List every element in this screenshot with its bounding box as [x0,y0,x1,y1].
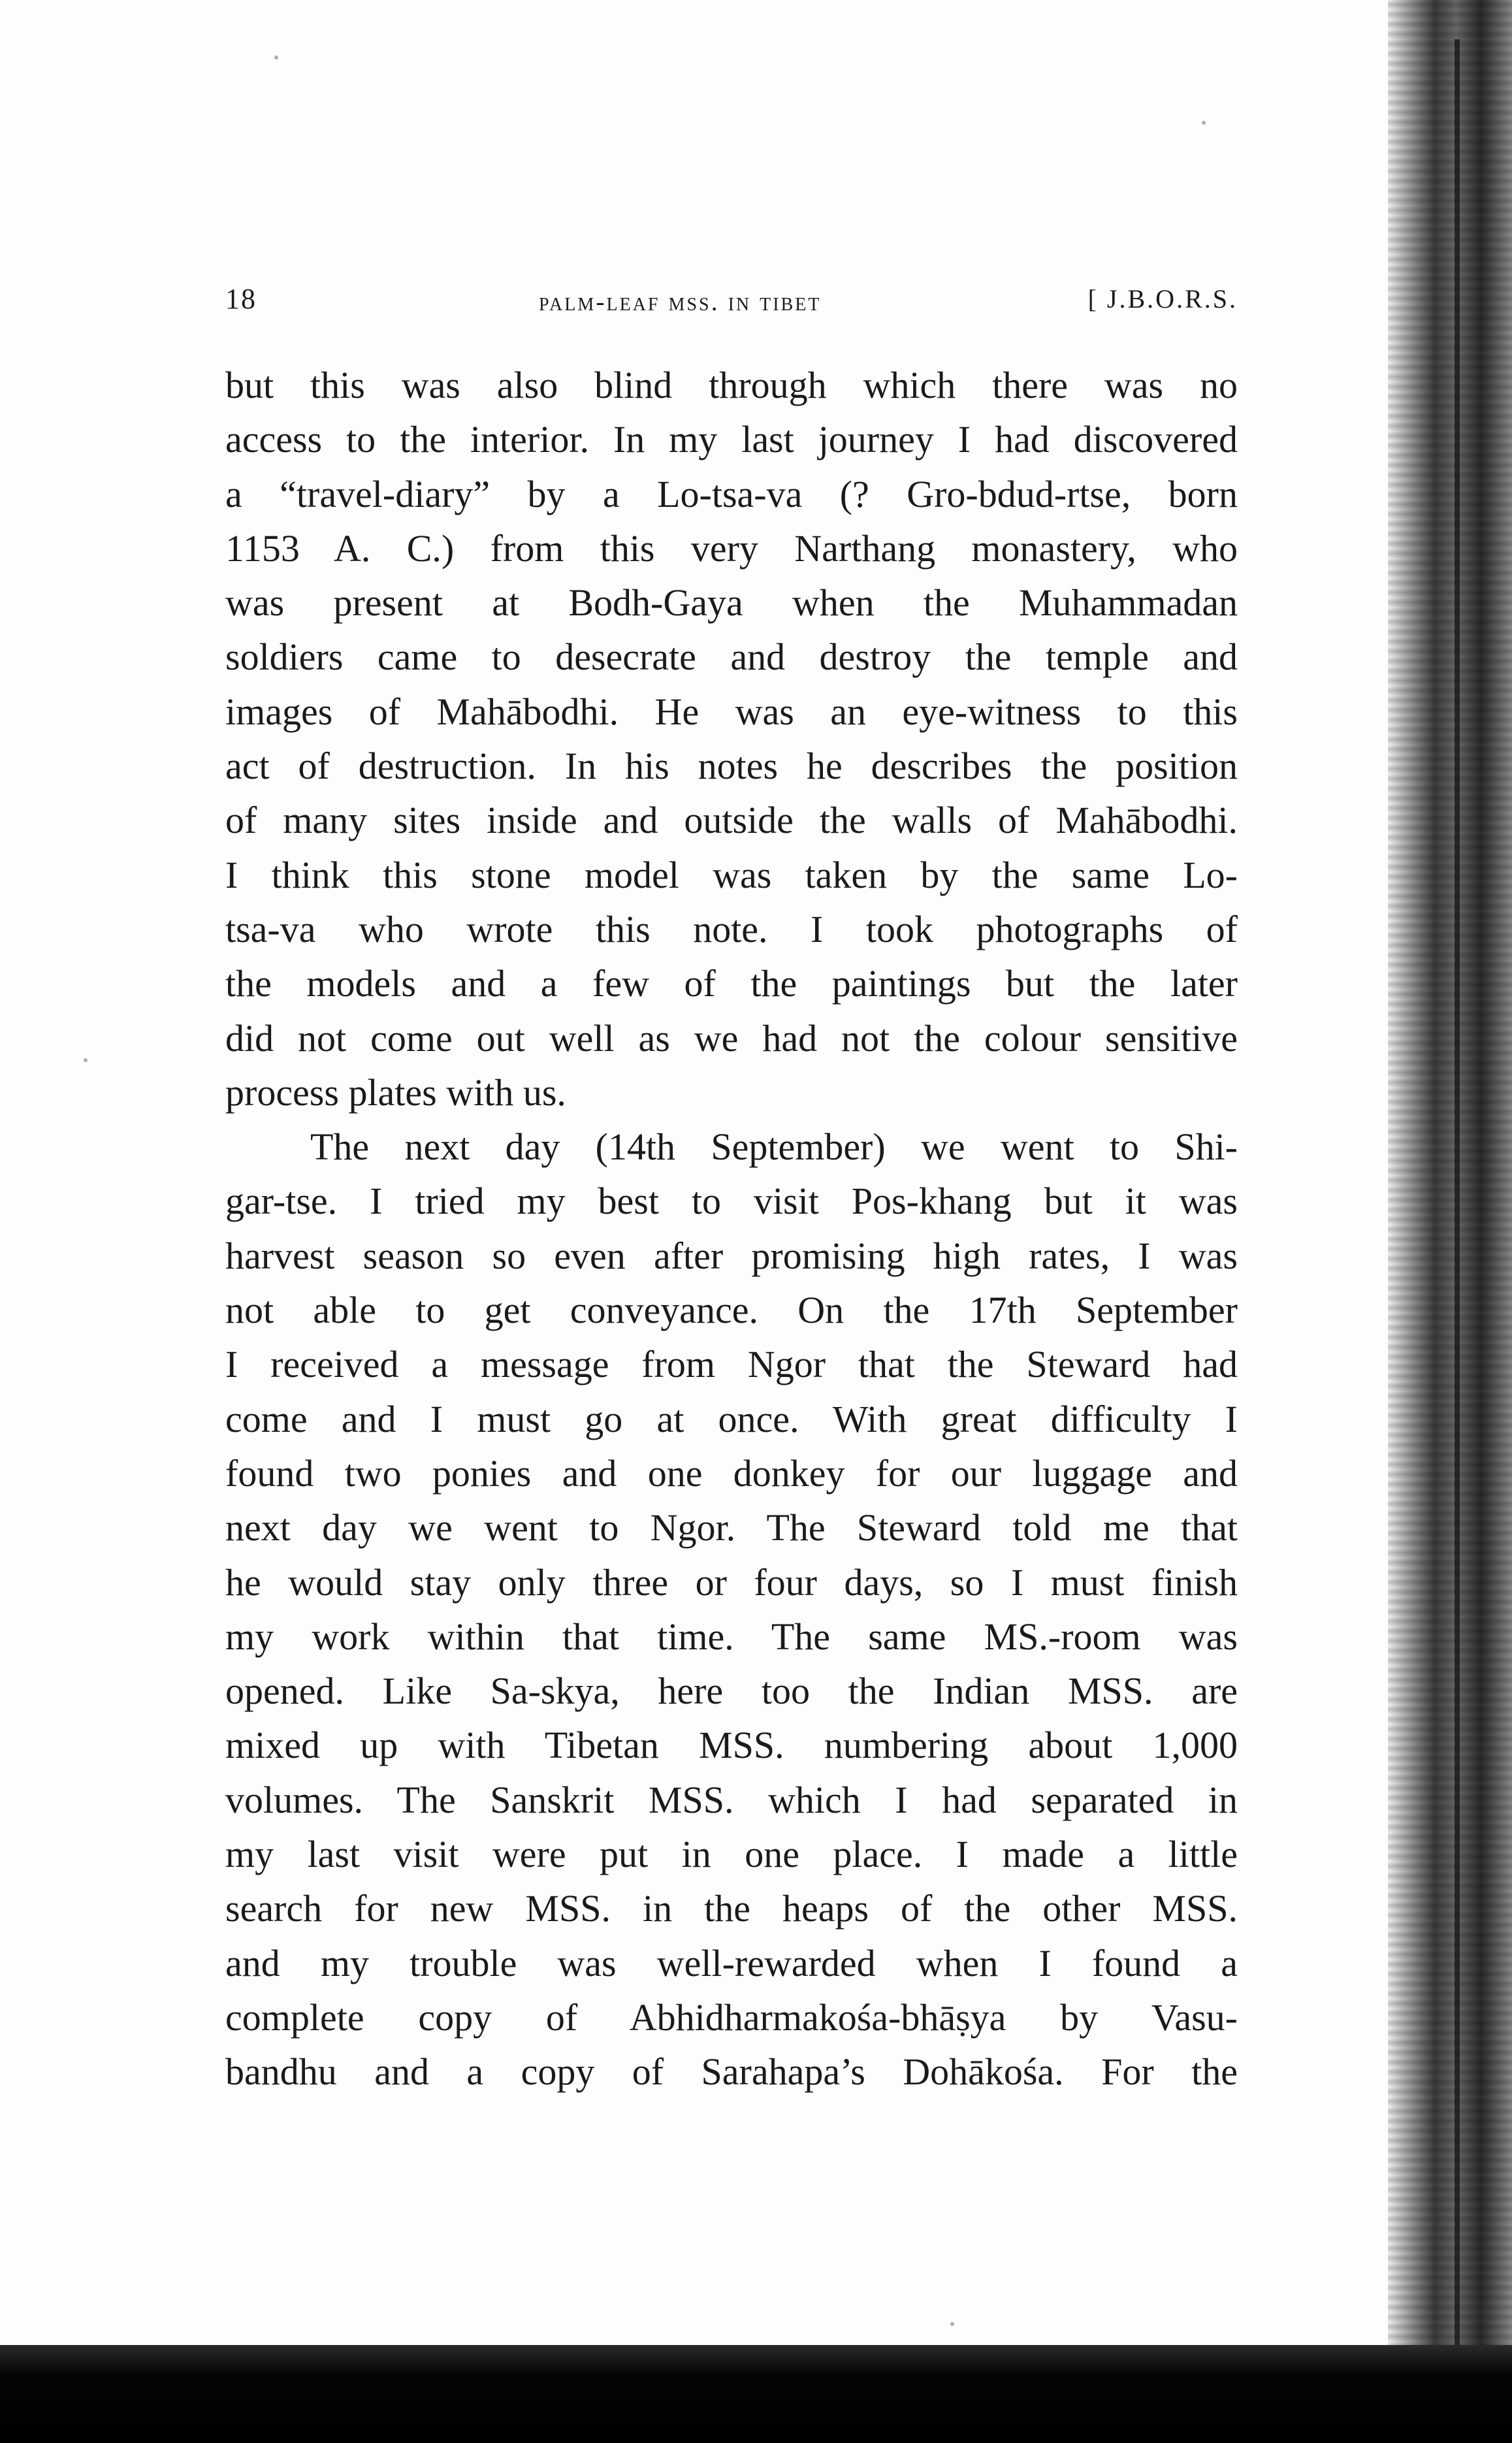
text-line: complete copy of Abhidharmakośa-bhāṣya by Vasu- [225,1996,1238,2039]
scan-speck [274,56,278,59]
text-line: images of Mahābodhi. He was an eye-witness to this [225,690,1238,733]
book-spine-shadow [1388,0,1512,2443]
text-line: access to the interior. In my last journey I had discovered [225,418,1238,461]
text-line: process plates with us. [225,1071,566,1114]
text-line: soldiers came to desecrate and destroy the temple and [225,636,1238,679]
text-line: the models and a few of the paintings but the later [225,962,1238,1005]
scan-bottom-border [0,2345,1512,2443]
spine-edge-line [1455,39,1460,2365]
text-line: was present at Bodh-Gaya when the Muhammadan [225,581,1238,624]
scan-speck [950,2322,954,2326]
text-line: gar-tse. I tried my best to visit Pos-khang but it was [225,1180,1238,1223]
text-line: my work within that time. The same MS.-room was [225,1615,1238,1658]
text-line: a “travel-diary” by a Lo-tsa-va (? Gro-bdud-rtse, born [225,472,1238,515]
text-line: 1153 A. C.) from this very Narthang monastery, who [225,526,1238,570]
body-text [225,358,1238,2099]
text-line: but this was also blind through which there was no [225,364,1238,406]
running-header [225,282,1238,321]
text-line: and my trouble was well-rewarded when I found a [225,1941,1238,1984]
paragraph-2 [225,1120,1238,2099]
text-line: he would stay only three or four days, so I must finish [225,1561,1238,1604]
text-line: I received a message from Ngor that the Steward had [225,1343,1238,1386]
text-line: my last visit were put in one place. I made a little [225,1833,1238,1876]
text-line: come and I must go at once. With great difficulty I [225,1397,1238,1440]
scan-speck [1202,121,1206,125]
text-line: found two ponies and one donkey for our luggage and [225,1451,1238,1495]
text-line: tsa-va who wrote this note. I took photographs of [225,907,1238,950]
journal-abbreviation: [ J.B.O.R.S. [1087,284,1238,314]
text-line: search for new MSS. in the heaps of the other MSS. [225,1887,1238,1930]
text-line: bandhu and a copy of Sarahapa’s Dohākośa. For the [225,2050,1238,2094]
text-line: opened. Like Sa-skya, here too the Indian MSS. are [225,1670,1238,1713]
paragraph-1 [225,358,1238,1120]
scan-speck [84,1058,88,1062]
text-line: harvest season so even after promising high rates, I was [225,1234,1238,1277]
text-line: I think this stone model was taken by the same Lo- [225,853,1238,896]
text-line: did not come out well as we had not the colour sensitive [225,1016,1238,1060]
running-title: palm-leaf mss. in tibet [539,287,822,316]
text-line: act of destruction. In his notes he describes the position [225,745,1238,788]
text-line: The next day (14th September) we went to Shi- [310,1125,1238,1169]
text-line: next day we went to Ngor. The Steward told me that [225,1506,1238,1549]
page-number: 18 [225,283,257,315]
text-line: mixed up with Tibetan MSS. numbering about 1,000 [225,1724,1238,1767]
text-line: of many sites inside and outside the walls of Mahābodhi. [225,799,1238,842]
text-line: volumes. The Sanskrit MSS. which I had separated in [225,1778,1238,1821]
text-line: not able to get conveyance. On the 17th September [225,1289,1238,1332]
